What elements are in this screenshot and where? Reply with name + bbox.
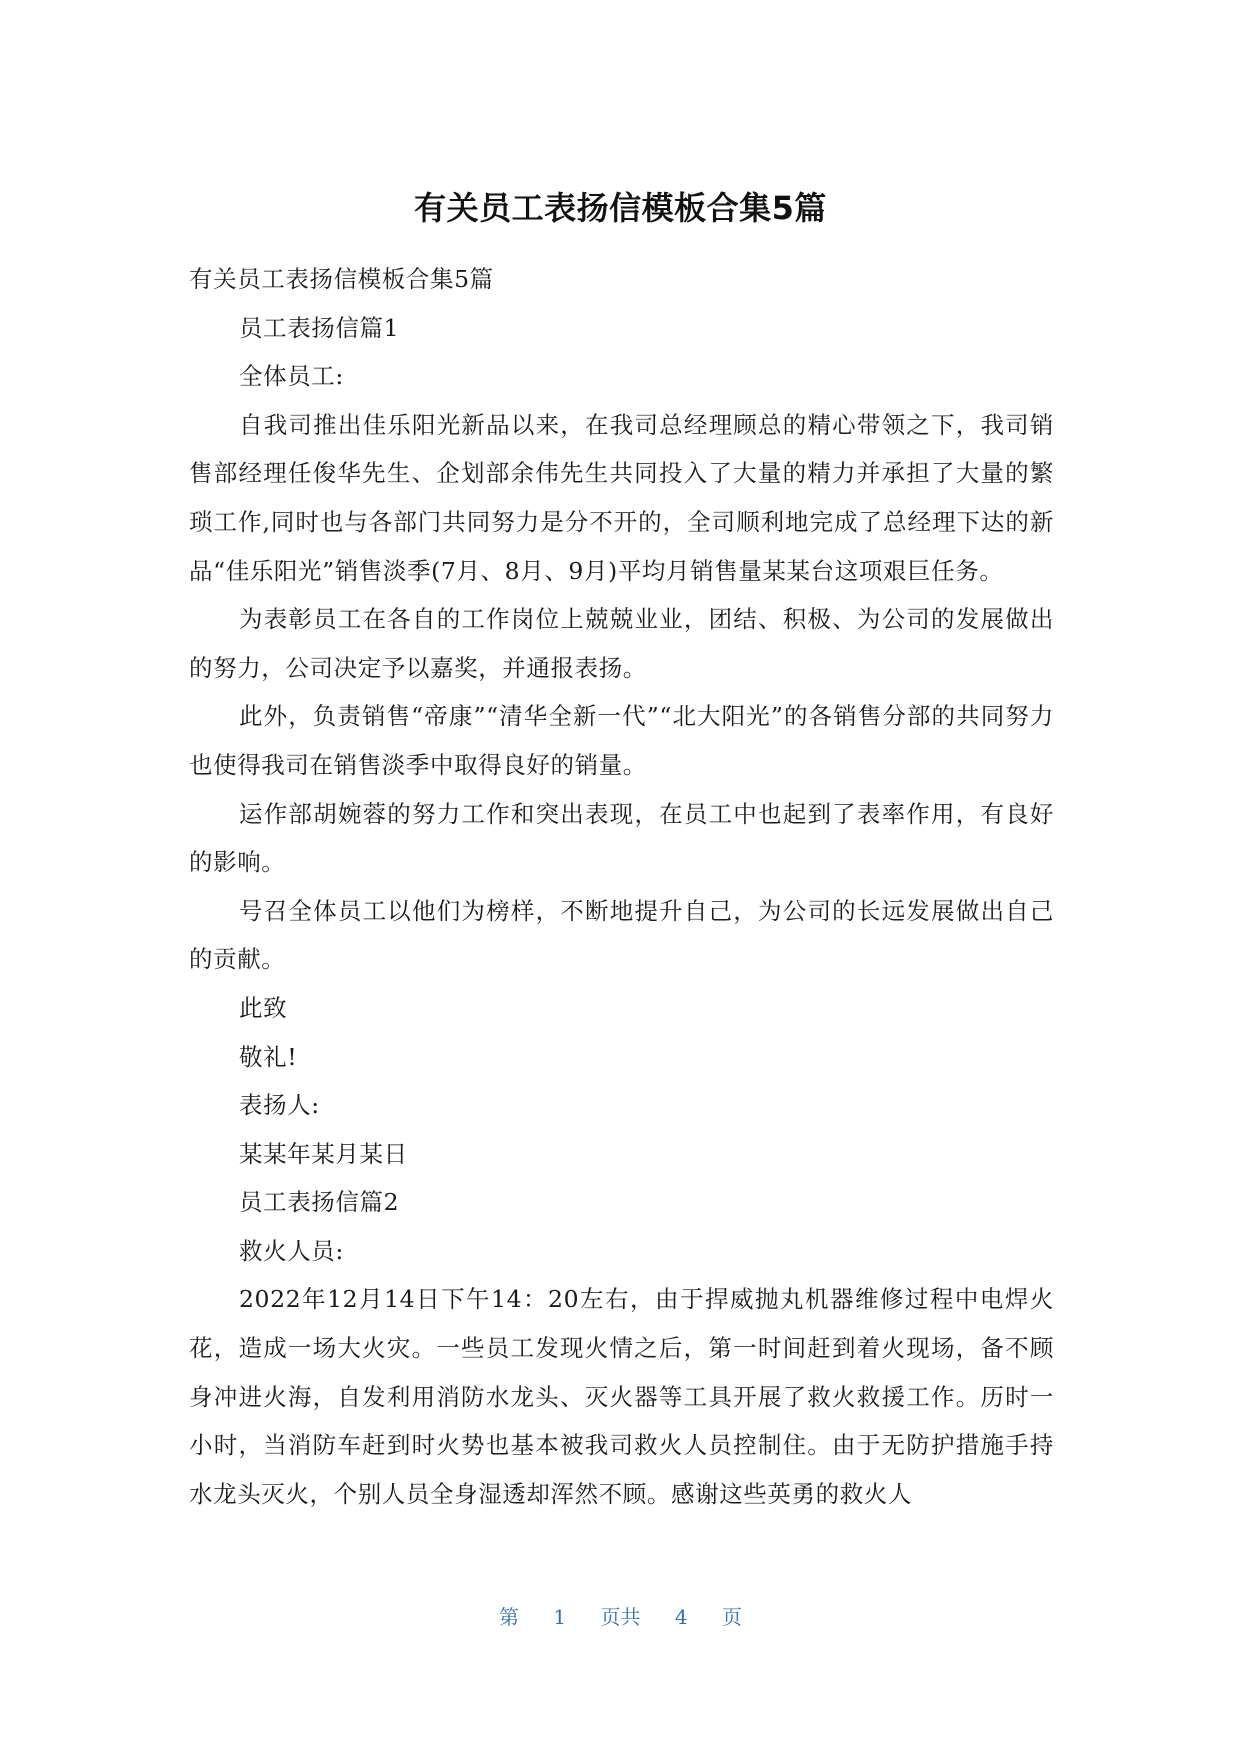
footer-suffix: 页 bbox=[721, 1605, 742, 1629]
paragraph: 运作部胡婉蓉的努力工作和突出表现，在员工中也起到了表率作用，有良好的影响。 bbox=[189, 799, 1054, 877]
document-title: 有关员工表扬信模板合集5篇 bbox=[414, 189, 827, 227]
paragraph: 自我司推出佳乐阳光新品以来，在我司总经理顾总的精心带领之下，我司销售部经理任俊华先生、企划部余伟先生共同投入了大量的精力并承担了大量的繁琐工作,同时也与各部门共同努力是分不开的，全司顺利地完成了总经理下达的新品“佳乐阳光”销售淡季(7月、8月、9月)平均月销售量某某台这项艰巨任务。 bbox=[189, 410, 1054, 585]
paragraph: 全体员工: bbox=[239, 362, 344, 391]
footer-mid: 页共 bbox=[600, 1605, 641, 1629]
paragraph: 员工表扬信篇2 bbox=[239, 1188, 400, 1217]
page-footer bbox=[0, 1603, 1241, 1631]
document-body bbox=[189, 255, 1054, 1518]
footer-prefix: 第 bbox=[499, 1605, 520, 1629]
paragraph: 号召全体员工以他们为榜样，不断地提升自己，为公司的长远发展做出自己的贡献。 bbox=[189, 896, 1054, 974]
paragraph: 员工表扬信篇1 bbox=[239, 313, 400, 342]
footer-page-number: 1 bbox=[553, 1605, 567, 1629]
paragraph: 为表彰员工在各自的工作岗位上兢兢业业，团结、积极、为公司的发展做出的努力，公司决定予以嘉奖，并通报表扬。 bbox=[189, 605, 1054, 682]
paragraph: 有关员工表扬信模板合集5篇 bbox=[189, 265, 494, 293]
paragraph: 某某年某月某日 bbox=[239, 1139, 408, 1168]
footer-total-pages: 4 bbox=[674, 1605, 688, 1629]
paragraph: 表扬人: bbox=[239, 1091, 320, 1120]
paragraph: 救火人员: bbox=[239, 1236, 344, 1265]
paragraph: 敬礼! bbox=[239, 1042, 298, 1071]
paragraph: 此致 bbox=[239, 993, 288, 1022]
paragraph: 2022年12月14日下午14：20左右，由于捍威抛丸机器维修过程中电焊火花，造成一场大火灾。一些员工发现火情之后，第一时间赶到着火现场，备不顾身冲进火海，自发利用消防水龙头、灭火器等工具开展了救火救援工作。历时一小时，当消防车赶到时火势也基本被我司救火人员控制住。由于无防护措施手持水龙头灭火，个别人员全身湿透却浑然不顾。感谢这些英勇的救火人 bbox=[189, 1285, 1054, 1508]
paragraph: 此外，负责销售“帝康”“清华全新一代”“北大阳光”的各销售分部的共同努力也使得我司在销售淡季中取得良好的销量。 bbox=[189, 702, 1054, 779]
